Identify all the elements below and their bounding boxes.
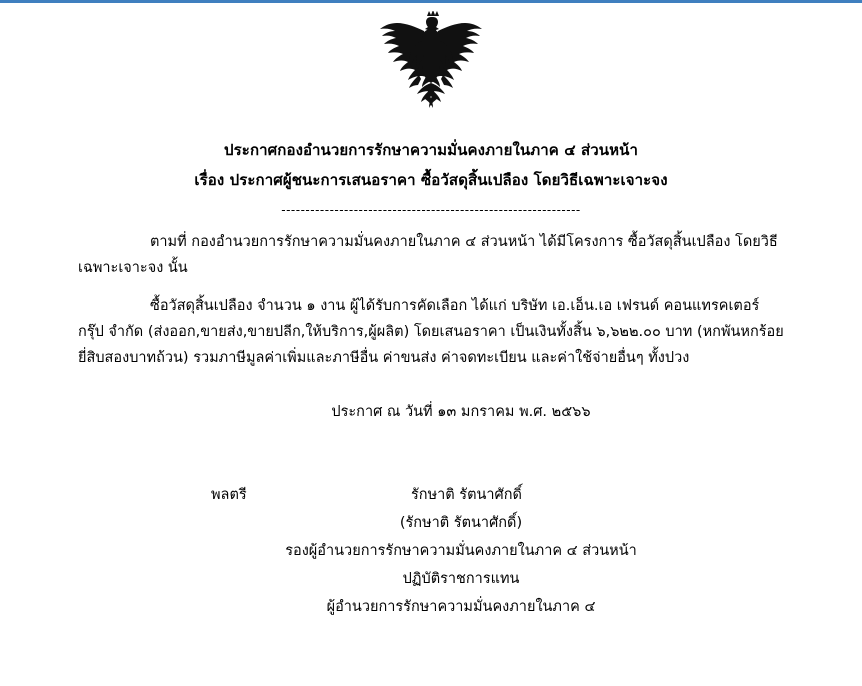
signature-row [78,481,784,509]
signature-block [78,481,784,621]
divider: -------------------------------------------------------------- [281,203,581,217]
document-title-block [78,135,784,195]
signer-position-line-1: รองผู้อำนวยการรักษาความมั่นคงภายในภาค ๔ ส่วนหน้า [285,543,637,559]
paragraph-intro [78,229,784,281]
paragraph-award [78,293,784,371]
signer-position-line-2: ปฏิบัติราชการแทน [402,571,520,587]
signer-printed-name: (รักษาติ รัตนาศักดิ์) [399,515,523,531]
signer-signature: รักษาติ รัตนาศักดิ์ [411,487,522,503]
paragraph-intro-text: ตามที่ กองอำนวยการรักษาความมั่นคงภายในภาค ๔ ส่วนหน้า ได้มีโครงการ ซื้อวัสดุสิ้นเปลือง โดยวิธีเฉพาะเจาะจง นั้น [78,234,778,276]
garuda-emblem-icon [375,11,487,115]
page-subtitle: เรื่อง ประกาศผู้ชนะการเสนอราคา ซื้อวัสดุสิ้นเปลือง โดยวิธีเฉพาะเจาะจง [194,171,668,189]
signer-position-line-3: ผู้อำนวยการรักษาความมั่นคงภายในภาค ๔ [326,599,596,615]
paragraph-award-text: ซื้อวัสดุสิ้นเปลือง จำนวน ๑ งาน ผู้ได้รับการคัดเลือก ได้แก่ บริษัท เอ.เอ็น.เอ เฟรนด์ คอนแทรคเตอร์ กรุ๊ป จำกัด (ส่งออก,ขายส่ง,ขายปลีก,ให้บริการ,ผู้ผลิต) โดยเสนอราคา เป็นเงินทั้งสิ้น ๖,๖๒๒.๐๐ บาท (หกพันหกร้อยยี่สิบสองบาทถ้วน) รวมภาษีมูลค่าเพิ่มและภาษีอื่น ค่าขนส่ง ค่าจดทะเบียน และค่าใช้จ่ายอื่นๆ ทั้งปวง [78,298,784,366]
emblem-container [78,11,784,121]
announcement-date: ประกาศ ณ วันที่ ๑๓ มกราคม พ.ศ. ๒๕๖๖ [331,404,591,420]
signer-rank: พลตรี [211,487,247,503]
document-body [0,3,862,686]
page-title: ประกาศกองอำนวยการรักษาความมั่นคงภายในภาค ๔ ส่วนหน้า [224,141,638,159]
